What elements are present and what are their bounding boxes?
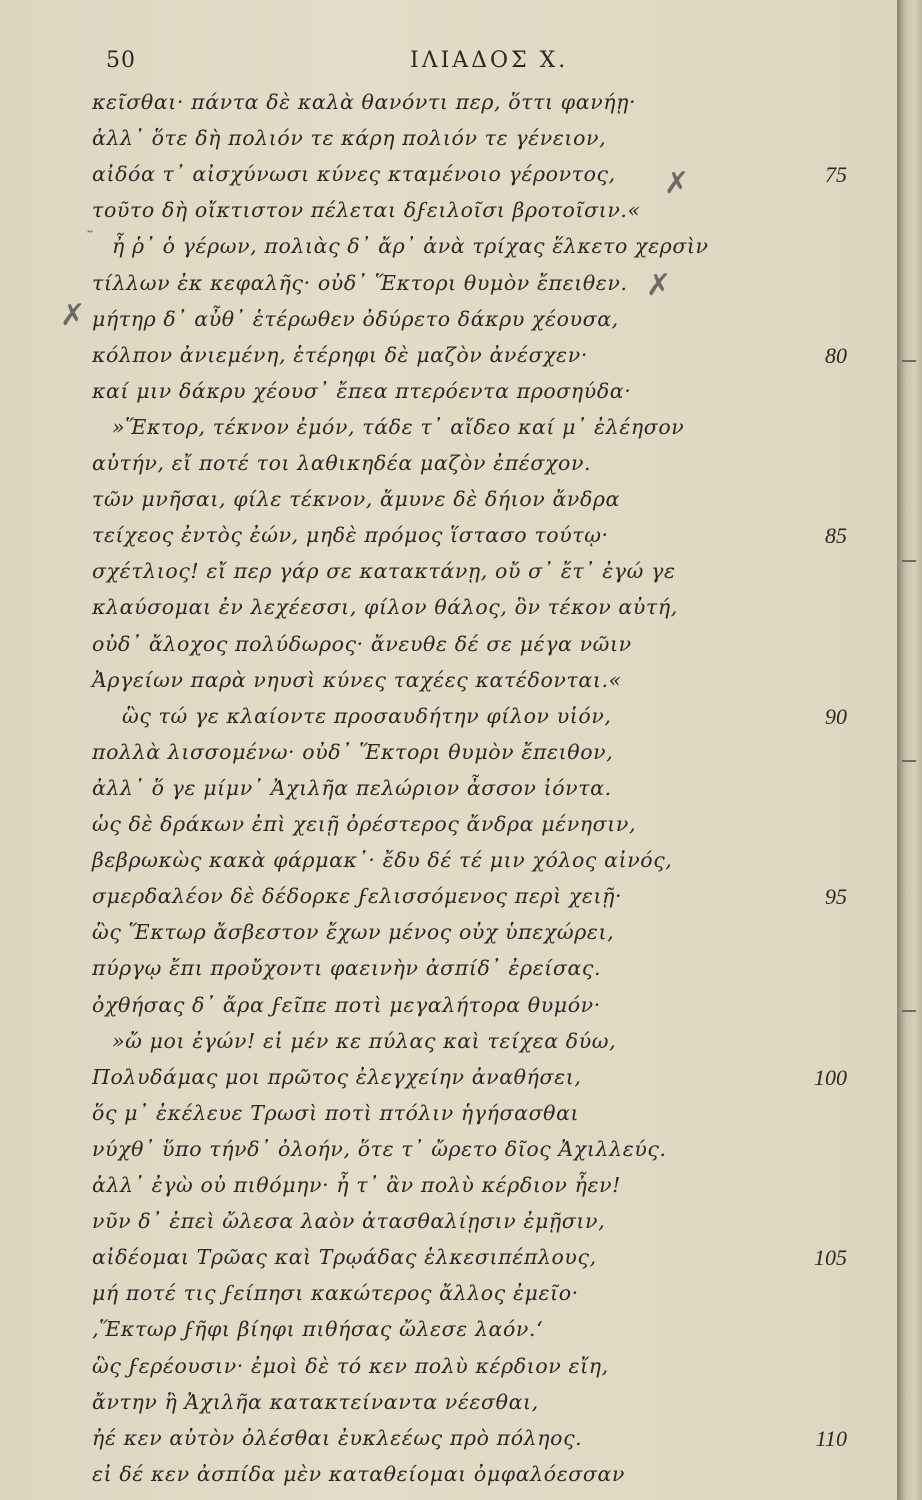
verse-line xyxy=(0,595,897,631)
verse-text: αὐτήν, εἴ ποτέ τοι λαθικηδέα μαζὸν ἐπέσχον. xyxy=(92,451,592,475)
verse-line xyxy=(0,848,897,884)
verse-text: τῶν μνῆσαι, φίλε τέκνον, ἄμυνε δὲ δήιον ἄνδρα xyxy=(92,487,620,512)
verse-line xyxy=(0,1209,897,1245)
verse-text: οὐδ᾽ ἄλοχος πολύδωρος· ἄνευθε δέ σε μέγα νῶιν xyxy=(92,631,632,656)
verse-line xyxy=(0,451,897,487)
verse-text: ὡς δὲ δράκων ἐπὶ χειῇ ὀρέστερος ἄνδρα μένησιν, xyxy=(92,812,637,836)
verse-line xyxy=(0,343,897,379)
verse-line xyxy=(0,920,897,956)
verse-line xyxy=(0,704,897,740)
verse-text: »Ἕκτορ, τέκνον ἐμόν, τάδε τ᾽ αἴδεο καί μ᾽ ἐλέησον xyxy=(112,414,685,439)
verse-line xyxy=(0,1281,897,1317)
verse-line xyxy=(0,776,897,812)
verse-text: ὀχθήσας δ᾽ ἄρα ϝεῖπε ποτὶ μεγαλήτορα θυμόν· xyxy=(92,992,601,1017)
verse-line xyxy=(0,523,897,559)
verse-line xyxy=(0,307,897,343)
page-edge xyxy=(897,0,922,1500)
verse-text: ‚Ἕκτωρ ϝῆφι βίηφι πιθήσας ὤλεσε λαόν.‘ xyxy=(92,1317,544,1342)
running-title: ΙΛΙΑΔΟΣ Χ. xyxy=(410,48,569,73)
line-number: 100 xyxy=(814,1064,847,1090)
page-edge-mark xyxy=(902,1010,916,1012)
page-header xyxy=(0,48,897,78)
verse-text: σμερδαλέον δὲ δέδορκε ϝελισσόμενος περὶ χειῇ· xyxy=(92,884,623,909)
verse-line xyxy=(0,415,897,451)
verse-line xyxy=(0,1462,897,1498)
verse-line xyxy=(0,884,897,920)
verse-text: μή ποτέ τις ϝείπησι κακώτερος ἄλλος ἐμεῖο· xyxy=(92,1281,579,1306)
verse-line xyxy=(0,487,897,523)
pencil-cross-mark: ✗ xyxy=(664,166,690,201)
verse-text: κεῖσθαι· πάντα δὲ καλὰ θανόντι περ, ὅττι φανήῃ· xyxy=(92,90,637,114)
verse-line xyxy=(0,740,897,776)
verse-line xyxy=(0,1101,897,1137)
verse-text: καί μιν δάκρυ χέουσ᾽ ἔπεα πτερόεντα προσηύδα· xyxy=(92,378,632,403)
verse-line xyxy=(0,1317,897,1353)
line-number: 80 xyxy=(825,342,847,368)
line-number: 95 xyxy=(825,884,847,910)
verse-text: ἀλλ᾽ ὅ γε μίμν᾽ Ἀχιλῆα πελώριον ἆσσον ἰόντα. xyxy=(92,775,612,800)
verse-text: πολλὰ λισσομένω· οὐδ᾽ Ἕκτορι θυμὸν ἔπειθον, xyxy=(92,739,614,764)
verse-line xyxy=(0,271,897,307)
verse-text: ἀλλ᾽ ὅτε δὴ πολιόν τε κάρη πολιόν τε γένειον, xyxy=(92,126,607,151)
verse-text: νύχθ᾽ ὕπο τήνδ᾽ ὀλοήν, ὅτε τ᾽ ὤρετο δῖος Ἀχιλλεύς. xyxy=(92,1136,667,1161)
verse-text: Ἀργείων παρὰ νηυσὶ κύνες ταχέες κατέδονται.« xyxy=(92,667,622,692)
verse-line xyxy=(0,812,897,848)
page-edge-mark xyxy=(902,560,916,562)
line-number: 110 xyxy=(815,1425,847,1451)
verse-text: σχέτλιος! εἴ περ γάρ σε κατακτάνῃ, οὔ σ᾽ ἔτ᾽ ἐγώ γε xyxy=(92,559,676,584)
verse-line xyxy=(0,1137,897,1173)
verse-text: ἀλλ᾽ ἐγὼ οὐ πιθόμην· ἦ τ᾽ ἂν πολὺ κέρδιον ἦεν! xyxy=(92,1173,621,1197)
verse-text: πύργῳ ἔπι προὔχοντι φαεινὴν ἀσπίδ᾽ ἐρείσας. xyxy=(92,956,602,981)
verse-text: αἰδόα τ᾽ αἰσχύνωσι κύνες κταμένοιο γέροντος, xyxy=(92,162,616,187)
verse-line xyxy=(0,956,897,992)
verse-text: ὣς τώ γε κλαίοντε προσαυδήτην φίλον υἱόν, xyxy=(122,703,612,728)
verse-text: ἠέ κεν αὐτὸν ὀλέσθαι ἐυκλεέως πρὸ πόληος. xyxy=(92,1425,583,1450)
verse-text: αἰδέομαι Τρῶας καὶ Τρῳάδας ἑλκεσιπέπλους, xyxy=(92,1245,597,1270)
verse-line xyxy=(0,198,897,234)
verse-line xyxy=(0,1354,897,1390)
verse-line xyxy=(0,162,897,198)
verse-line xyxy=(0,993,897,1029)
verse-text: κλαύσομαι ἐν λεχέεσσι, φίλον θάλος, ὃν τέκον αὐτή, xyxy=(92,595,678,620)
verse-text: ὅς μ᾽ ἐκέλευε Τρωσὶ ποτὶ πτόλιν ἡγήσασθαι xyxy=(92,1100,580,1125)
line-number: 105 xyxy=(814,1245,847,1271)
page-edge-mark xyxy=(902,360,916,362)
pencil-tick-mark: ˜ xyxy=(86,228,94,247)
verse-line xyxy=(0,379,897,415)
pencil-cross-mark: ✗ xyxy=(646,268,672,303)
verse-text: κόλπον ἀνιεμένη, ἑτέρηφι δὲ μαζὸν ἀνέσχεν· xyxy=(92,342,588,367)
verse-text: τοῦτο δὴ οἴκτιστον πέλεται δϝειλοῖσι βροτοῖσιν.« xyxy=(92,198,641,223)
verse-text: εἰ δέ κεν ἀσπίδα μὲν καταθείομαι ὀμφαλόεσσαν xyxy=(92,1461,625,1486)
verse-text: νῦν δ᾽ ἐπεὶ ὤλεσα λαὸν ἀτασθαλίῃσιν ἐμῇσιν, xyxy=(92,1209,606,1234)
verse-line xyxy=(0,90,897,126)
verse-text: ἦ ῥ᾽ ὁ γέρων, πολιὰς δ᾽ ἄρ᾽ ἀνὰ τρίχας ἕλκετο χερσὶν xyxy=(112,234,709,259)
page-edge-mark xyxy=(902,760,916,762)
verse-line xyxy=(0,1245,897,1281)
verse-text: μήτηρ δ᾽ αὖθ᾽ ἑτέρωθεν ὀδύρετο δάκρυ χέουσα, xyxy=(92,306,619,331)
verse-text: ὣς ϝερέουσιν· ἐμοὶ δὲ τό κεν πολὺ κέρδιον εἴη, xyxy=(92,1353,609,1378)
verse-line xyxy=(0,1390,897,1426)
line-number: 75 xyxy=(825,162,847,188)
verse-line xyxy=(0,1173,897,1209)
line-number: 90 xyxy=(825,703,847,729)
verse-line xyxy=(0,1029,897,1065)
verse-text: βεβρωκὼς κακὰ φάρμακ᾽· ἔδυ δέ τέ μιν χόλος αἰνός, xyxy=(92,848,673,873)
verse-line xyxy=(0,668,897,704)
verse-text: τείχεος ἐντὸς ἐών, μηδὲ πρόμος ἵστασο τούτῳ· xyxy=(92,523,609,548)
verse-text: Πολυδάμας μοι πρῶτος ἐλεγχείην ἀναθήσει, xyxy=(92,1064,582,1089)
verse-line xyxy=(0,632,897,668)
verse-line xyxy=(0,234,897,270)
verse-line xyxy=(0,1065,897,1101)
verse-line xyxy=(0,1426,897,1462)
page-number: 50 xyxy=(106,48,136,73)
verse-text: ὣς Ἕκτωρ ἄσβεστον ἔχων μένος οὐχ ὑπεχώρει, xyxy=(92,920,615,945)
verse-text: ἄντην ἢ Ἀχιλῆα κατακτείναντα νέεσθαι, xyxy=(92,1389,539,1414)
verse-text: τίλλων ἐκ κεφαλῆς· οὐδ᾽ Ἕκτορι θυμὸν ἔπειθεν. xyxy=(92,270,628,295)
verse-line xyxy=(0,126,897,162)
verse-line xyxy=(0,559,897,595)
pencil-cross-mark: ✗ xyxy=(60,298,86,333)
line-number: 85 xyxy=(825,523,847,549)
verse-text: »ὤ μοι ἐγών! εἰ μέν κε πύλας καὶ τείχεα δύω, xyxy=(112,1028,617,1053)
